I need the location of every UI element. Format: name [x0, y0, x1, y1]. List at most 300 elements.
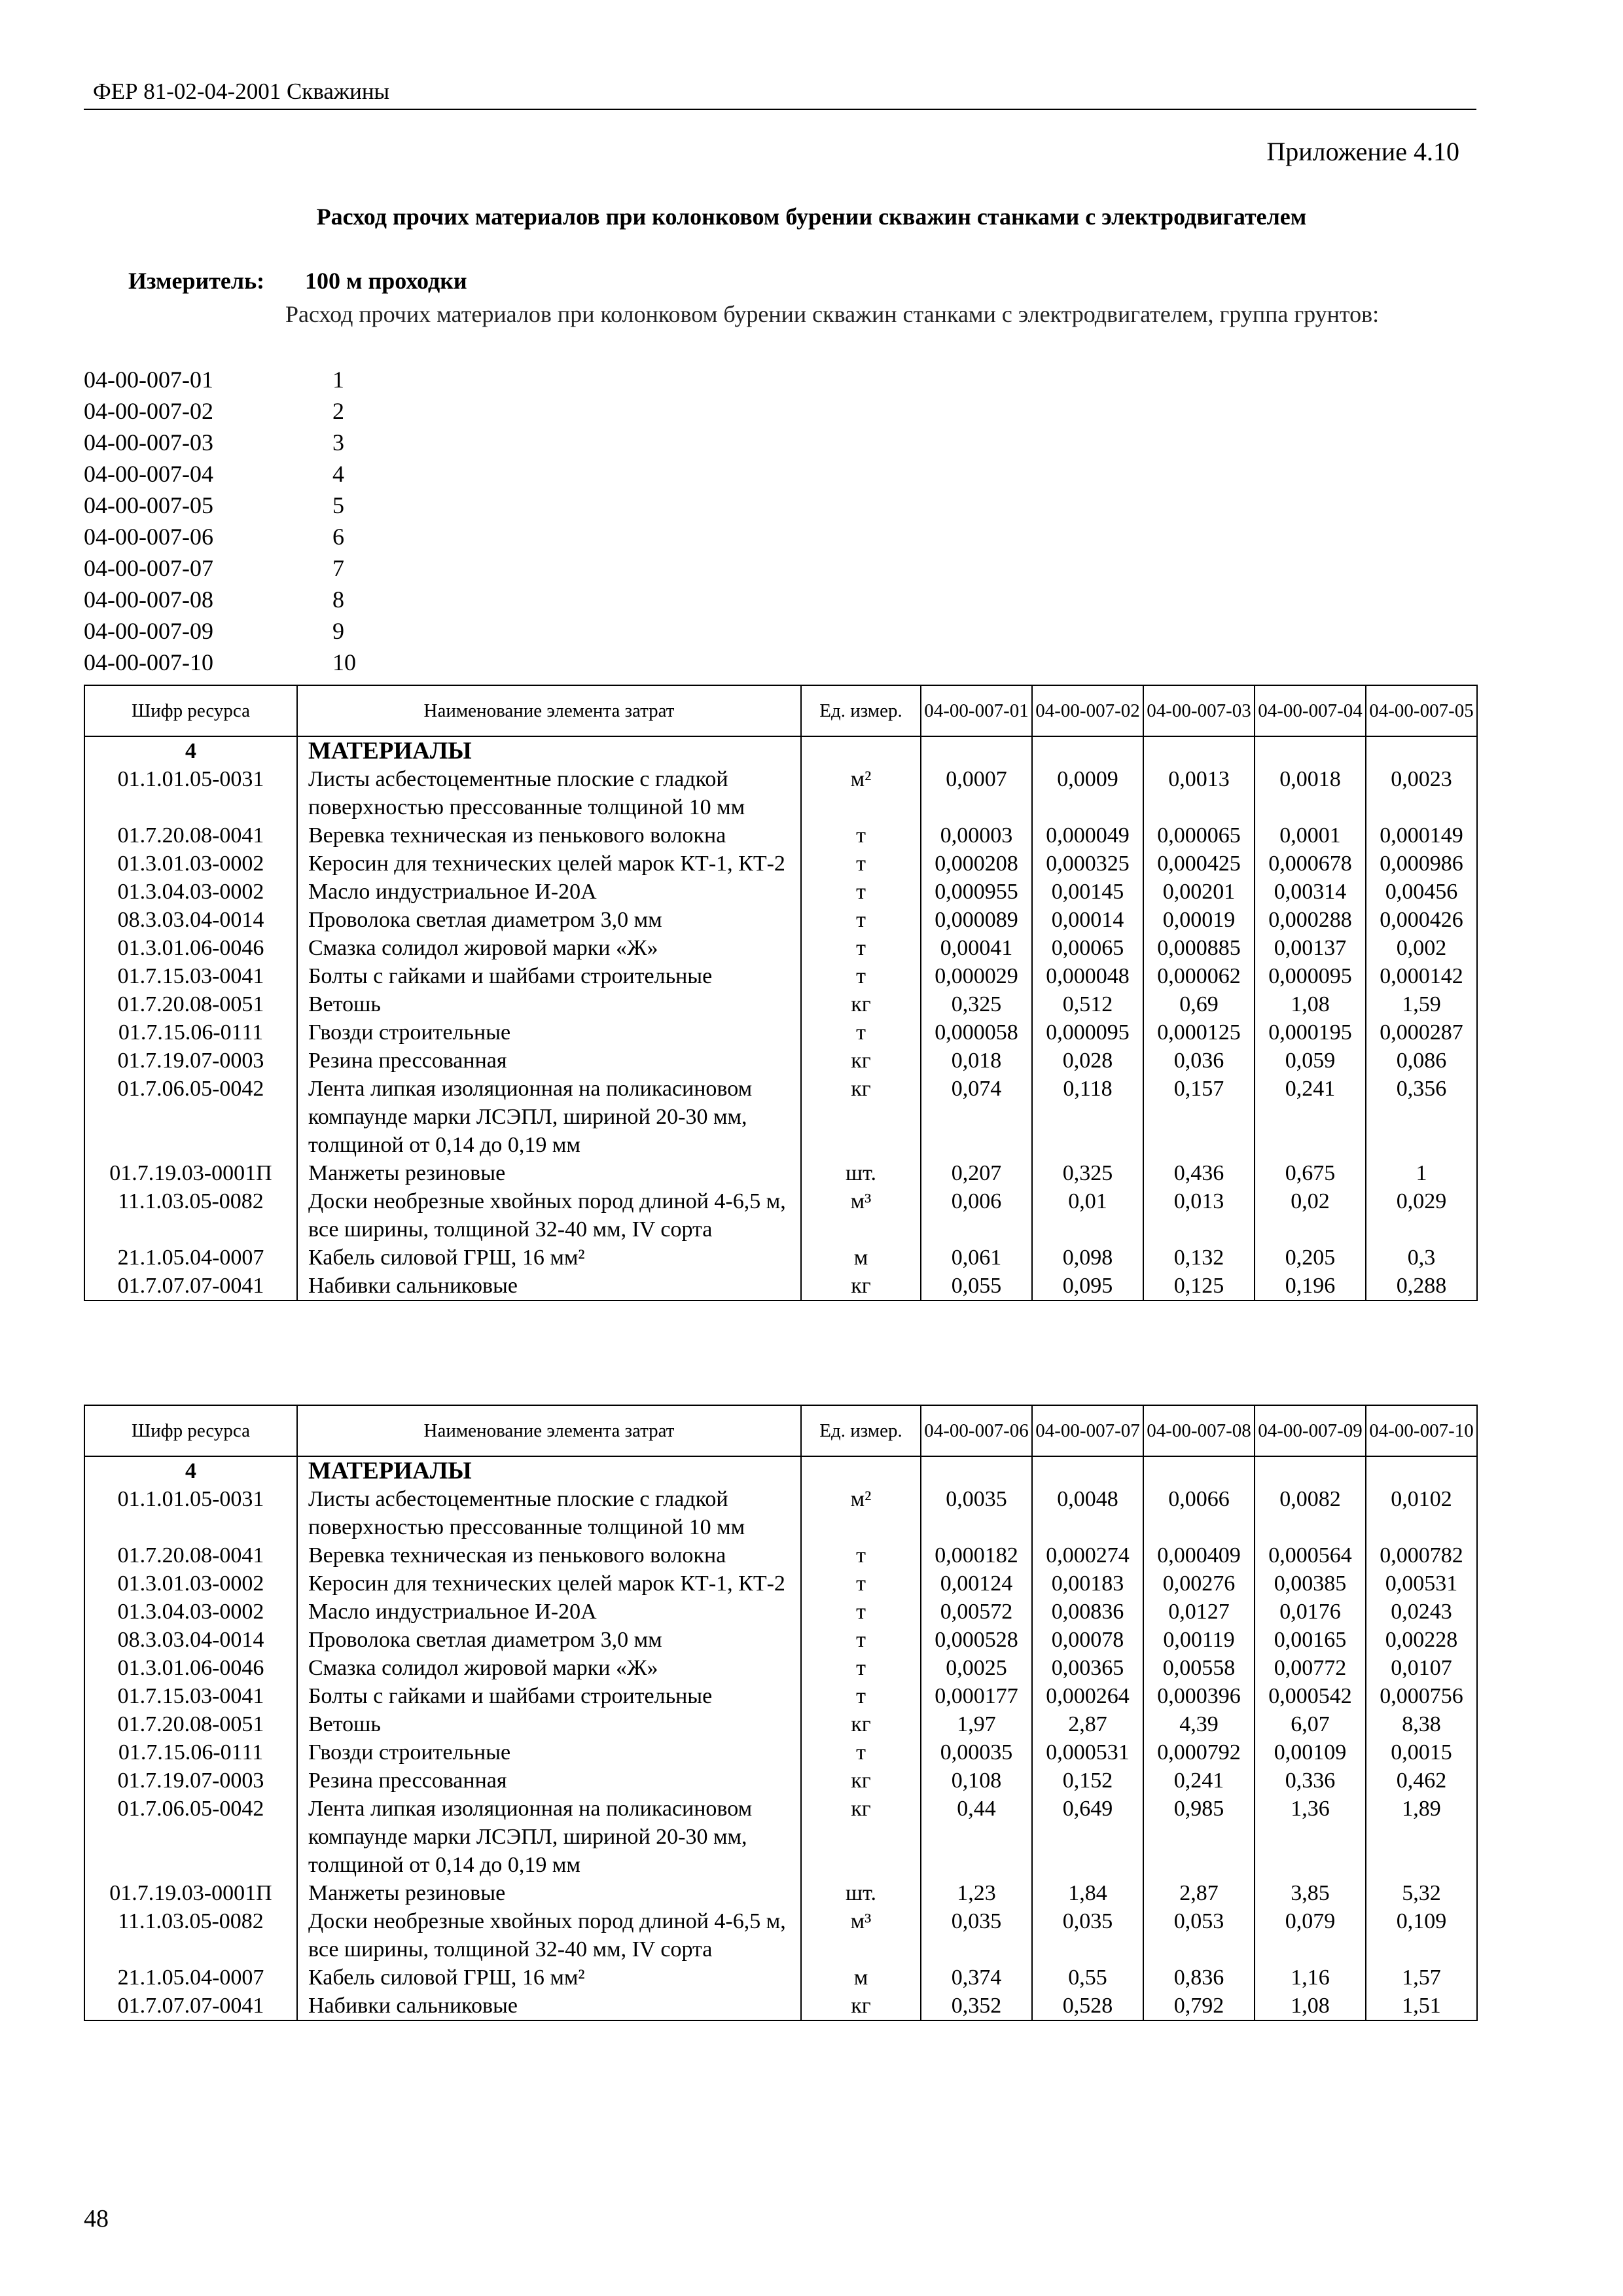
table-row — [84, 906, 1477, 934]
column-header-name: Наименование элемента затрат — [297, 685, 801, 736]
norm-code: 04-00-007-05 — [84, 492, 213, 518]
value-cell: 3,85 — [1255, 1879, 1366, 1907]
resource-name: Набивки сальниковые — [297, 1992, 801, 2020]
resource-code: 21.1.05.04-0007 — [84, 1964, 297, 1992]
resource-code: 01.1.01.05-0031 — [84, 1485, 297, 1541]
table-row — [84, 990, 1477, 1018]
value-cell: 0,02 — [1255, 1187, 1366, 1244]
table-row — [84, 1992, 1477, 2020]
column-header-unit: Ед. измер. — [801, 1405, 921, 1456]
resource-name: Ветошь — [297, 990, 801, 1018]
resource-code: 01.7.20.08-0051 — [84, 990, 297, 1018]
value-cell: 0,00145 — [1032, 878, 1143, 906]
norm-code: 04-00-007-10 — [84, 649, 213, 675]
value-cell: 0,000986 — [1366, 850, 1477, 878]
value-cell: 0,0176 — [1255, 1598, 1366, 1626]
value-cell: 0,0007 — [921, 765, 1032, 821]
value-cell: 0,207 — [921, 1159, 1032, 1187]
value-cell: 0,000177 — [921, 1682, 1032, 1710]
value-cell: 0,059 — [1255, 1047, 1366, 1075]
soil-group: 3 — [332, 429, 344, 456]
unit-cell: кг — [801, 1992, 921, 2020]
value-cell: 0,000531 — [1032, 1738, 1143, 1767]
value-cell: 0,029 — [1366, 1187, 1477, 1244]
unit-cell: м — [801, 1244, 921, 1272]
column-header-code: Шифр ресурса — [84, 685, 297, 736]
resource-name: Болты с гайками и шайбами строительные — [297, 962, 801, 990]
value-cell: 0,000142 — [1366, 962, 1477, 990]
unit-cell: кг — [801, 1047, 921, 1075]
value-cell: 0,44 — [921, 1795, 1032, 1879]
unit-cell: м — [801, 1964, 921, 1992]
value-cell: 1,16 — [1255, 1964, 1366, 1992]
soil-group: 7 — [332, 555, 344, 581]
resource-code: 01.1.01.05-0031 — [84, 765, 297, 821]
value-cell: 0,000062 — [1143, 962, 1255, 990]
unit-cell: шт. — [801, 1159, 921, 1187]
resource-name: Кабель силовой ГРШ, 16 мм² — [297, 1964, 801, 1992]
value-cell: 0,0102 — [1366, 1485, 1477, 1541]
table-row — [84, 962, 1477, 990]
unit-cell: кг — [801, 1710, 921, 1738]
table-row — [84, 1187, 1477, 1244]
value-cell: 1 — [1366, 1159, 1477, 1187]
value-cell: 0,356 — [1366, 1075, 1477, 1159]
resource-code: 01.3.01.06-0046 — [84, 934, 297, 962]
norm-code: 04-00-007-01 — [84, 367, 213, 393]
resource-code: 01.7.20.08-0051 — [84, 1710, 297, 1738]
value-cell: 0,00065 — [1032, 934, 1143, 962]
value-cell: 0,325 — [1032, 1159, 1143, 1187]
value-cell: 0,000288 — [1255, 906, 1366, 934]
document-title: Расход прочих материалов при колонковом бурении скважин станками с электродвигателем — [316, 204, 1307, 230]
resource-name: Кабель силовой ГРШ, 16 мм² — [297, 1244, 801, 1272]
resource-name: Манжеты резиновые — [297, 1879, 801, 1907]
value-cell: 0,000065 — [1143, 821, 1255, 850]
value-cell: 0,152 — [1032, 1767, 1143, 1795]
value-cell: 0,035 — [921, 1907, 1032, 1964]
soil-group: 5 — [332, 492, 344, 518]
resource-name: Резина прессованная — [297, 1047, 801, 1075]
column-header-norm: 04-00-007-04 — [1255, 685, 1366, 736]
value-cell: 0,241 — [1255, 1075, 1366, 1159]
table-row — [84, 1682, 1477, 1710]
header-rule — [84, 109, 1476, 110]
value-cell: 0,002 — [1366, 934, 1477, 962]
table-row — [84, 1485, 1477, 1541]
table-row — [84, 850, 1477, 878]
unit-cell: т — [801, 1541, 921, 1570]
value-cell: 0,000195 — [1255, 1018, 1366, 1047]
value-cell: 0,000029 — [921, 962, 1032, 990]
empty-cell — [1366, 736, 1477, 765]
resource-code: 01.7.15.06-0111 — [84, 1738, 297, 1767]
value-cell: 0,00165 — [1255, 1626, 1366, 1654]
resource-name: Гвозди строительные — [297, 1738, 801, 1767]
column-header-norm: 04-00-007-03 — [1143, 685, 1255, 736]
value-cell: 0,196 — [1255, 1272, 1366, 1300]
value-cell: 0,018 — [921, 1047, 1032, 1075]
value-cell: 0,00201 — [1143, 878, 1255, 906]
value-cell: 0,0082 — [1255, 1485, 1366, 1541]
soil-group: 4 — [332, 461, 344, 487]
value-cell: 0,028 — [1032, 1047, 1143, 1075]
appendix-label: Приложение 4.10 — [1266, 137, 1459, 166]
unit-cell: м² — [801, 1485, 921, 1541]
unit-cell: кг — [801, 1272, 921, 1300]
value-cell: 0,000409 — [1143, 1541, 1255, 1570]
value-cell: 0,0035 — [921, 1485, 1032, 1541]
value-cell: 0,462 — [1366, 1767, 1477, 1795]
value-cell: 0,00572 — [921, 1598, 1032, 1626]
table-row — [84, 934, 1477, 962]
value-cell: 0,241 — [1143, 1767, 1255, 1795]
value-cell: 0,079 — [1255, 1907, 1366, 1964]
value-cell: 0,00183 — [1032, 1570, 1143, 1598]
value-cell: 0,055 — [921, 1272, 1032, 1300]
value-cell: 0,074 — [921, 1075, 1032, 1159]
resource-code: 01.7.06.05-0042 — [84, 1795, 297, 1879]
value-cell: 0,0023 — [1366, 765, 1477, 821]
value-cell: 0,000425 — [1143, 850, 1255, 878]
column-header-norm: 04-00-007-01 — [921, 685, 1032, 736]
value-cell: 1,89 — [1366, 1795, 1477, 1879]
unit-cell: кг — [801, 1075, 921, 1159]
value-cell: 0,000792 — [1143, 1738, 1255, 1767]
unit-cell: м² — [801, 765, 921, 821]
table-row — [84, 1570, 1477, 1598]
column-header-code: Шифр ресурса — [84, 1405, 297, 1456]
value-cell: 0,132 — [1143, 1244, 1255, 1272]
resource-table-2 — [84, 1405, 1478, 2021]
value-cell: 0,0127 — [1143, 1598, 1255, 1626]
value-cell: 1,84 — [1032, 1879, 1143, 1907]
value-cell: 0,000426 — [1366, 906, 1477, 934]
value-cell: 0,000125 — [1143, 1018, 1255, 1047]
value-cell: 0,01 — [1032, 1187, 1143, 1244]
value-cell: 0,00772 — [1255, 1654, 1366, 1682]
section-name: МАТЕРИАЛЫ — [297, 736, 801, 765]
soil-group: 2 — [332, 398, 344, 424]
unit-cell: т — [801, 1598, 921, 1626]
value-cell: 0,0001 — [1255, 821, 1366, 850]
unit-cell: т — [801, 1018, 921, 1047]
norm-code-list — [84, 364, 411, 678]
resource-code: 01.7.06.05-0042 — [84, 1075, 297, 1159]
table-row — [84, 1075, 1477, 1159]
measure-label: Измеритель: — [128, 268, 265, 294]
resource-code: 01.7.15.03-0041 — [84, 1682, 297, 1710]
norm-code: 04-00-007-06 — [84, 524, 213, 550]
resource-code: 01.7.07.07-0041 — [84, 1992, 297, 2020]
value-cell: 0,0009 — [1032, 765, 1143, 821]
resource-code: 11.1.03.05-0082 — [84, 1187, 297, 1244]
section-row — [84, 1456, 1477, 1485]
table-row — [84, 1767, 1477, 1795]
value-cell: 0,00531 — [1366, 1570, 1477, 1598]
resource-name: Доски необрезные хвойных пород длиной 4-6,5 м, все ширины, толщиной 32-40 мм, IV сорта — [297, 1187, 801, 1244]
value-cell: 0,000149 — [1366, 821, 1477, 850]
value-cell: 0,000095 — [1255, 962, 1366, 990]
value-cell: 0,00137 — [1255, 934, 1366, 962]
unit-cell: т — [801, 1654, 921, 1682]
value-cell: 0,000678 — [1255, 850, 1366, 878]
code-list-item — [84, 521, 411, 552]
value-cell: 0,000274 — [1032, 1541, 1143, 1570]
unit-cell: т — [801, 878, 921, 906]
value-cell: 0,000542 — [1255, 1682, 1366, 1710]
soil-group: 8 — [332, 586, 344, 613]
table-row — [84, 1654, 1477, 1682]
value-cell: 0,000208 — [921, 850, 1032, 878]
value-cell: 0,098 — [1032, 1244, 1143, 1272]
resource-table-1 — [84, 685, 1478, 1301]
value-cell: 0,00035 — [921, 1738, 1032, 1767]
code-list-item — [84, 395, 411, 427]
value-cell: 0,55 — [1032, 1964, 1143, 1992]
unit-cell: т — [801, 1570, 921, 1598]
table-row — [84, 1710, 1477, 1738]
value-cell: 5,32 — [1366, 1879, 1477, 1907]
resource-code: 11.1.03.05-0082 — [84, 1907, 297, 1964]
value-cell: 0,00558 — [1143, 1654, 1255, 1682]
value-cell: 0,836 — [1143, 1964, 1255, 1992]
norm-code: 04-00-007-04 — [84, 461, 213, 487]
table-row — [84, 1795, 1477, 1879]
value-cell: 0,000955 — [921, 878, 1032, 906]
resource-name: Лента липкая изоляционная на поликасиновом компаунде марки ЛСЭПЛ, шириной 20-30 мм, толщиной от 0,14 до 0,19 мм — [297, 1075, 801, 1159]
empty-cell — [1255, 1456, 1366, 1485]
resource-name: Доски необрезные хвойных пород длиной 4-6,5 м, все ширины, толщиной 32-40 мм, IV сорта — [297, 1907, 801, 1964]
value-cell: 0,325 — [921, 990, 1032, 1018]
value-cell: 0,118 — [1032, 1075, 1143, 1159]
value-cell: 0,00836 — [1032, 1598, 1143, 1626]
table-header-row — [84, 1405, 1477, 1456]
resource-name: Ветошь — [297, 1710, 801, 1738]
value-cell: 0,0107 — [1366, 1654, 1477, 1682]
value-cell: 0,00019 — [1143, 906, 1255, 934]
value-cell: 0,00014 — [1032, 906, 1143, 934]
value-cell: 0,336 — [1255, 1767, 1366, 1795]
resource-name: Веревка техническая из пенькового волокна — [297, 1541, 801, 1570]
resource-name: Керосин для технических целей марок КТ-1, КТ-2 — [297, 850, 801, 878]
value-cell: 0,000264 — [1032, 1682, 1143, 1710]
value-cell: 0,0025 — [921, 1654, 1032, 1682]
value-cell: 0,649 — [1032, 1795, 1143, 1879]
value-cell: 0,00314 — [1255, 878, 1366, 906]
value-cell: 0,0066 — [1143, 1485, 1255, 1541]
resource-name: Лента липкая изоляционная на поликасиновом компаунде марки ЛСЭПЛ, шириной 20-30 мм, толщиной от 0,14 до 0,19 мм — [297, 1795, 801, 1879]
value-cell: 0,00078 — [1032, 1626, 1143, 1654]
column-header-norm: 04-00-007-09 — [1255, 1405, 1366, 1456]
resource-name: Листы асбестоцементные плоские с гладкой поверхностью прессованные толщиной 10 мм — [297, 1485, 801, 1541]
value-cell: 0,125 — [1143, 1272, 1255, 1300]
unit-cell: т — [801, 1682, 921, 1710]
resource-code: 01.3.01.03-0002 — [84, 850, 297, 878]
value-cell: 0,00276 — [1143, 1570, 1255, 1598]
code-list-item — [84, 490, 411, 521]
value-cell: 0,086 — [1366, 1047, 1477, 1075]
measure-value: 100 м проходки — [305, 268, 467, 294]
value-cell: 0,00385 — [1255, 1570, 1366, 1598]
value-cell: 0,69 — [1143, 990, 1255, 1018]
value-cell: 0,035 — [1032, 1907, 1143, 1964]
code-list-item — [84, 427, 411, 458]
value-cell: 0,0015 — [1366, 1738, 1477, 1767]
resource-code: 01.7.19.07-0003 — [84, 1047, 297, 1075]
value-cell: 0,000756 — [1366, 1682, 1477, 1710]
value-cell: 0,00041 — [921, 934, 1032, 962]
resource-name: Проволока светлая диаметром 3,0 мм — [297, 1626, 801, 1654]
column-header-norm: 04-00-007-02 — [1032, 685, 1143, 736]
value-cell: 1,08 — [1255, 1992, 1366, 2020]
unit-cell: м³ — [801, 1907, 921, 1964]
value-cell: 0,000564 — [1255, 1541, 1366, 1570]
resource-name: Листы асбестоцементные плоские с гладкой поверхностью прессованные толщиной 10 мм — [297, 765, 801, 821]
value-cell: 0,3 — [1366, 1244, 1477, 1272]
column-header-norm: 04-00-007-10 — [1366, 1405, 1477, 1456]
resource-code: 01.7.15.03-0041 — [84, 962, 297, 990]
value-cell: 0,109 — [1366, 1907, 1477, 1964]
value-cell: 1,23 — [921, 1879, 1032, 1907]
resource-name: Манжеты резиновые — [297, 1159, 801, 1187]
resource-name: Керосин для технических целей марок КТ-1, КТ-2 — [297, 1570, 801, 1598]
table-header-row — [84, 685, 1477, 736]
empty-cell — [1143, 736, 1255, 765]
table-row — [84, 1626, 1477, 1654]
unit-cell: т — [801, 821, 921, 850]
value-cell: 0,512 — [1032, 990, 1143, 1018]
table-row — [84, 765, 1477, 821]
unit-cell: кг — [801, 1767, 921, 1795]
resource-code: 01.3.01.03-0002 — [84, 1570, 297, 1598]
value-cell: 0,00119 — [1143, 1626, 1255, 1654]
section-name: МАТЕРИАЛЫ — [297, 1456, 801, 1485]
norm-code: 04-00-007-08 — [84, 586, 213, 613]
table-row — [84, 1541, 1477, 1570]
value-cell: 0,00109 — [1255, 1738, 1366, 1767]
unit-cell: т — [801, 934, 921, 962]
value-cell: 0,0048 — [1032, 1485, 1143, 1541]
value-cell: 1,08 — [1255, 990, 1366, 1018]
code-list-item — [84, 458, 411, 490]
soil-group: 1 — [332, 367, 344, 393]
value-cell: 0,013 — [1143, 1187, 1255, 1244]
empty-cell — [801, 1456, 921, 1485]
table-row — [84, 878, 1477, 906]
value-cell: 0,205 — [1255, 1244, 1366, 1272]
resource-code: 01.7.20.08-0041 — [84, 821, 297, 850]
code-list-item — [84, 552, 411, 584]
value-cell: 0,675 — [1255, 1159, 1366, 1187]
value-cell: 0,108 — [921, 1767, 1032, 1795]
code-list-item — [84, 615, 411, 647]
value-cell: 0,053 — [1143, 1907, 1255, 1964]
resource-code: 21.1.05.04-0007 — [84, 1244, 297, 1272]
resource-name: Набивки сальниковые — [297, 1272, 801, 1300]
value-cell: 0,000325 — [1032, 850, 1143, 878]
value-cell: 0,352 — [921, 1992, 1032, 2020]
column-header-norm: 04-00-007-05 — [1366, 685, 1477, 736]
value-cell: 0,00228 — [1366, 1626, 1477, 1654]
value-cell: 0,00003 — [921, 821, 1032, 850]
value-cell: 0,000287 — [1366, 1018, 1477, 1047]
value-cell: 0,00456 — [1366, 878, 1477, 906]
value-cell: 0,000528 — [921, 1626, 1032, 1654]
value-cell: 0,792 — [1143, 1992, 1255, 2020]
unit-cell: м³ — [801, 1187, 921, 1244]
table-row — [84, 1244, 1477, 1272]
norm-code: 04-00-007-02 — [84, 398, 213, 424]
resource-code: 01.7.15.06-0111 — [84, 1018, 297, 1047]
table-row — [84, 1738, 1477, 1767]
code-list-item — [84, 364, 411, 395]
norm-code: 04-00-007-03 — [84, 429, 213, 456]
value-cell: 0,000095 — [1032, 1018, 1143, 1047]
resource-code: 01.7.20.08-0041 — [84, 1541, 297, 1570]
unit-cell: т — [801, 1626, 921, 1654]
empty-cell — [1366, 1456, 1477, 1485]
table-row — [84, 1907, 1477, 1964]
empty-cell — [921, 736, 1032, 765]
running-header: ФЕР 81-02-04-2001 Скважины — [93, 79, 390, 104]
resource-name: Веревка техническая из пенькового волокна — [297, 821, 801, 850]
column-header-norm: 04-00-007-08 — [1143, 1405, 1255, 1456]
value-cell: 0,000885 — [1143, 934, 1255, 962]
unit-cell: кг — [801, 990, 921, 1018]
column-header-unit: Ед. измер. — [801, 685, 921, 736]
value-cell: 0,000049 — [1032, 821, 1143, 850]
resource-code: 01.7.07.07-0041 — [84, 1272, 297, 1300]
value-cell: 0,000782 — [1366, 1541, 1477, 1570]
soil-group: 9 — [332, 618, 344, 644]
value-cell: 0,061 — [921, 1244, 1032, 1272]
section-code: 4 — [84, 1456, 297, 1485]
table-row — [84, 1047, 1477, 1075]
resource-name: Гвозди строительные — [297, 1018, 801, 1047]
value-cell: 0,288 — [1366, 1272, 1477, 1300]
value-cell: 1,51 — [1366, 1992, 1477, 2020]
resource-name: Смазка солидол жировой марки «Ж» — [297, 934, 801, 962]
resource-name: Болты с гайками и шайбами строительные — [297, 1682, 801, 1710]
norm-code: 04-00-007-07 — [84, 555, 213, 581]
value-cell: 0,036 — [1143, 1047, 1255, 1075]
resource-name: Масло индустриальное И-20А — [297, 1598, 801, 1626]
empty-cell — [1032, 736, 1143, 765]
empty-cell — [921, 1456, 1032, 1485]
empty-cell — [801, 736, 921, 765]
value-cell: 1,57 — [1366, 1964, 1477, 1992]
table-row — [84, 1018, 1477, 1047]
value-cell: 0,000058 — [921, 1018, 1032, 1047]
value-cell: 2,87 — [1032, 1710, 1143, 1738]
value-cell: 1,36 — [1255, 1795, 1366, 1879]
unit-cell: т — [801, 906, 921, 934]
value-cell: 0,00365 — [1032, 1654, 1143, 1682]
value-cell: 0,000182 — [921, 1541, 1032, 1570]
empty-cell — [1032, 1456, 1143, 1485]
resource-code: 08.3.03.04-0014 — [84, 1626, 297, 1654]
soil-group: 10 — [332, 649, 356, 675]
unit-cell: кг — [801, 1795, 921, 1879]
value-cell: 0,0243 — [1366, 1598, 1477, 1626]
column-header-norm: 04-00-007-07 — [1032, 1405, 1143, 1456]
resource-code: 01.7.19.03-0001П — [84, 1159, 297, 1187]
unit-cell: т — [801, 1738, 921, 1767]
column-header-norm: 04-00-007-06 — [921, 1405, 1032, 1456]
value-cell: 0,000089 — [921, 906, 1032, 934]
unit-cell: т — [801, 850, 921, 878]
